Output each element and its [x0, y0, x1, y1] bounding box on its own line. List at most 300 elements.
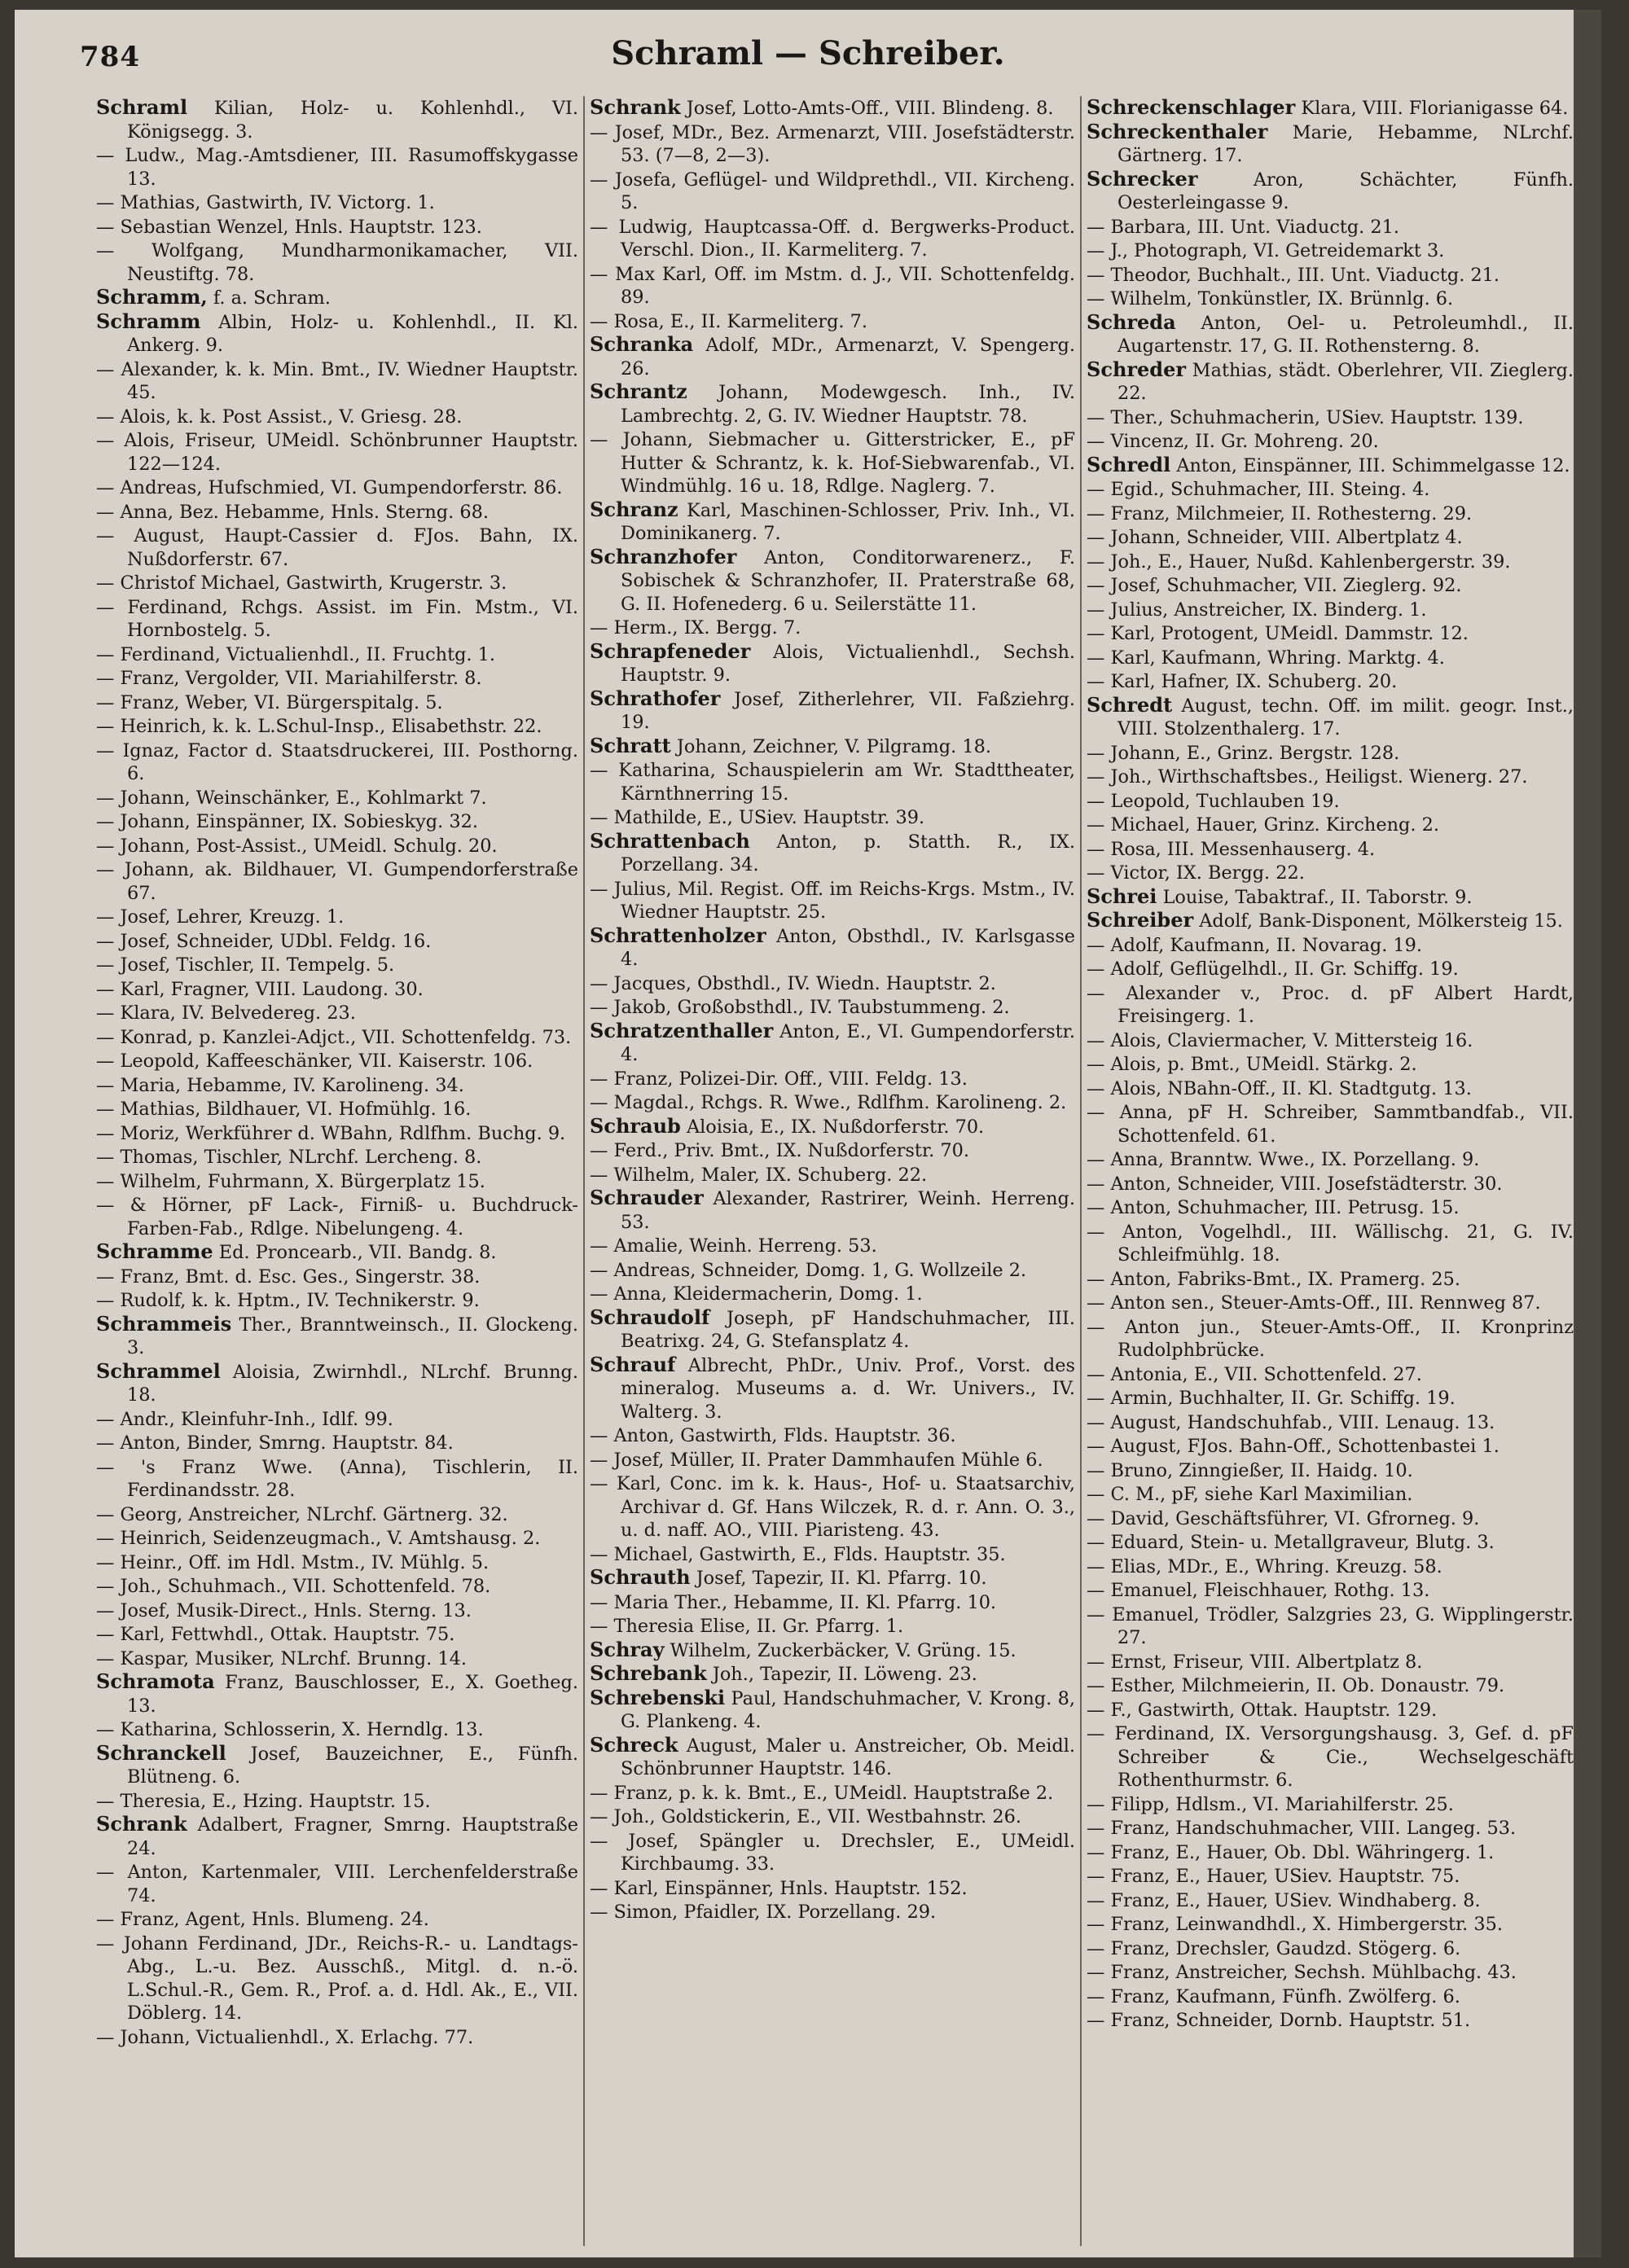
entry-details: — Leopold, Tuchlauben 19.: [1087, 790, 1340, 812]
entry-surname: Schreck: [590, 1732, 678, 1757]
directory-entry: [1087, 933, 1574, 958]
directory-entry: [96, 310, 578, 358]
entry-details: — Wilhelm, Tonkünstler, IX. Brünnlg. 6.: [1087, 288, 1454, 309]
directory-entry: [590, 1734, 1075, 1781]
directory-entry: [590, 546, 1075, 616]
directory-entry: [1087, 1172, 1574, 1196]
directory-entry: [1087, 1410, 1574, 1435]
directory-entry: [1087, 1912, 1574, 1937]
entry-details: — Rosa, III. Messenhauserg. 4.: [1087, 838, 1376, 860]
directory-entry: [590, 1353, 1075, 1424]
directory-entry: [590, 1614, 1075, 1638]
entry-details: Adolf, MDr., Armenarzt, V. Spengerg. 26.: [621, 335, 1075, 379]
entry-details: — Johann, E., Grinz. Bergstr. 128.: [1087, 742, 1400, 764]
entry-details: — Ferdinand, Victualienhdl., II. Fruchtg. 1.: [96, 643, 496, 665]
entry-details: Aron, Schächter, Fünfh. Oesterleingasse 9.: [1117, 169, 1574, 213]
entry-details: — Karl, Hafner, IX. Schuberg. 20.: [1087, 671, 1398, 692]
entry-details: — Barbara, III. Unt. Viaductg. 21.: [1087, 216, 1400, 238]
directory-entry: [1087, 981, 1574, 1029]
entry-details: — Mathias, Gastwirth, IV. Victorg. 1.: [96, 192, 435, 213]
directory-entry: [1087, 1482, 1574, 1507]
directory-entry: [1087, 454, 1574, 478]
directory-entry: [1087, 263, 1574, 287]
directory-entry: [590, 1115, 1075, 1139]
directory-entry: [96, 1240, 578, 1265]
entry-details: — Michael, Gastwirth, E., Flds. Hauptstr. 35.: [590, 1543, 1006, 1565]
entry-details: — Karl, Fragner, VIII. Laudong. 30.: [96, 978, 424, 1000]
entry-details: — Ferdinand, IX. Versorgungshausg. 3, Gef. d. pF Schreiber & Cie., Wechselgeschäft Rothenthurmstr. 6.: [1087, 1723, 1574, 1791]
directory-entry: [96, 500, 578, 524]
entry-details: — Franz, E., Hauer, Ob. Dbl. Währingerg. 1.: [1087, 1841, 1495, 1863]
directory-entry: [590, 1234, 1075, 1258]
directory-entry: [96, 1599, 578, 1623]
entry-details: — Josef, Tischler, II. Tempelg. 5.: [96, 954, 395, 976]
entry-details: — Josef, MDr., Bez. Armenarzt, VIII. Josefstädterstr. 53. (7—8, 2—3).: [590, 121, 1075, 166]
directory-entry: [590, 309, 1075, 334]
entry-details: Adolf, Bank-Disponent, Mölkersteig 15.: [1199, 910, 1563, 932]
entry-details: — Katharina, Schauspielerin am Wr. Stadttheater, Kärnthnerring 15.: [590, 760, 1075, 805]
directory-entry: [96, 1526, 578, 1551]
directory-entry: [96, 1288, 578, 1313]
directory-entry: [590, 616, 1075, 640]
directory-entry: [1087, 2008, 1574, 2033]
entry-details: August, techn. Off. im milit. geogr. Inst., VIII. Stolzenthalerg. 17.: [1117, 695, 1574, 739]
directory-entry: [1087, 621, 1574, 646]
directory-entry: [590, 168, 1075, 215]
entry-details: — Karl, Kaufmann, Whring. Marktg. 4.: [1087, 647, 1445, 669]
entry-details: — Andr., Kleinfuhr-Inh., Idlf. 99.: [96, 1408, 393, 1430]
directory-entry: [1087, 837, 1574, 862]
directory-entry: [590, 972, 1075, 996]
entry-details: — Johann, Weinschänker, E., Kohlmarkt 7.: [96, 787, 487, 809]
entry-surname: Schredl: [1087, 452, 1171, 476]
entry-details: Anton, Einspänner, III. Schimmelgasse 12.: [1176, 454, 1570, 476]
entry-details: Alexander, Rastrirer, Weinh. Herreng. 53.: [621, 1188, 1075, 1233]
entry-details: — Anton jun., Steuer-Amts-Off., II. Kronprinz Rudolphbrücke.: [1087, 1316, 1574, 1361]
column-3: [1087, 96, 1574, 2246]
directory-entry: [1087, 1052, 1574, 1077]
directory-entry: [1087, 741, 1574, 766]
directory-entry: [1087, 885, 1574, 910]
entry-details: — Joh., Goldstickerin, E., VII. Westbahnstr. 26.: [590, 1806, 1021, 1827]
entry-details: — Alexander v., Proc. d. pF Albert Hardt, Freisingerg. 1.: [1087, 982, 1574, 1027]
directory-entry: [1087, 1555, 1574, 1579]
directory-entry: [96, 1907, 578, 1932]
directory-entry: [1087, 1698, 1574, 1722]
entry-details: — August, FJos. Bahn-Off., Schottenbastei 1.: [1087, 1436, 1499, 1457]
entry-details: Joh., Tapezir, II. Löweng. 23.: [712, 1664, 977, 1685]
entry-details: — Egid., Schuhmacher, III. Steing. 4.: [1087, 479, 1430, 500]
directory-entry: [1087, 311, 1574, 358]
entry-details: — Josef, Spängler u. Drechsler, E., UMeidl. Kirchbaumg. 33.: [590, 1830, 1075, 1875]
directory-entry: [96, 834, 578, 858]
entry-details: — Anna, Branntw. Wwe., IX. Porzellang. 9.: [1087, 1149, 1480, 1170]
directory-entry: [1087, 525, 1574, 550]
entry-surname: Schratt: [590, 733, 671, 757]
entry-details: — Jacques, Obsthdl., IV. Wiedn. Hauptstr. 2.: [590, 972, 996, 994]
entry-surname: Schranka: [590, 332, 694, 356]
entry-details: — Johann, Siebmacher u. Gitterstricker, E., pF Hutter & Schrantz, k. k. Hof-Siebwarenfab., VI. Windmühlg. 16 u. 18, Rdlge. Naglerg. 7.: [590, 429, 1075, 497]
directory-entry: [1087, 765, 1574, 789]
entry-details: — Johann Ferdinand, JDr., Reichs-R.- u. Landtags-Abg., L.-u. Bez. Ausschß., Mitgl. d. n.-ö. L.Schul.-R., Gem. R., Prof. a. d. Hdl. Ak., E., VII. Döblerg. 14.: [96, 1932, 578, 2024]
entry-details: — Anna, Bez. Hebamme, Hnls. Sterng. 68.: [96, 501, 489, 523]
entry-details: — Ther., Schuhmacherin, USiev. Hauptstr. 139.: [1087, 406, 1524, 428]
entry-details: Louise, Tabaktraf., II. Taborstr. 9.: [1162, 886, 1473, 908]
directory-entry: [96, 977, 578, 1002]
directory-entry: [96, 1551, 578, 1575]
entry-details: — Alois, NBahn-Off., II. Kl. Stadtgutg. 13.: [1087, 1077, 1472, 1099]
directory-entry: [96, 1932, 578, 2025]
directory-entry: [590, 805, 1075, 830]
directory-entry: [1087, 646, 1574, 670]
directory-entry: [1087, 1722, 1574, 1792]
entry-surname: Schrammel: [96, 1358, 221, 1383]
directory-entry: [1087, 909, 1574, 933]
directory-entry: [1087, 1792, 1574, 1817]
entry-details: — Armin, Buchhalter, II. Gr. Schiffg. 19.: [1087, 1388, 1456, 1409]
entry-details: — Max Karl, Off. im Mstm. d. J., VII. Schottenfeldg. 89.: [590, 263, 1075, 308]
entry-details: — Mathilde, E., USiev. Hauptstr. 39.: [590, 807, 925, 828]
directory-entry: [590, 640, 1075, 687]
directory-entry: [1087, 1029, 1574, 1053]
entry-details: — Alois, Claviermacher, V. Mittersteig 16.: [1087, 1029, 1473, 1051]
entry-details: — Rudolf, k. k. Hptm., IV. Technikerstr. 9.: [96, 1290, 480, 1311]
entry-details: Ther., Branntweinsch., II. Glockeng. 3.: [127, 1314, 578, 1358]
entry-surname: Schrecker: [1087, 166, 1198, 191]
entry-details: — Johann, Victualienhdl., X. Erlachg. 77.: [96, 2026, 474, 2048]
entry-details: — Andreas, Schneider, Domg. 1, G. Wollzeile 2.: [590, 1259, 1027, 1281]
entry-details: — Josef, Schneider, UDbl. Feldg. 16.: [96, 930, 432, 952]
entry-details: — Heinrich, Seidenzeugmach., V. Amtshausg. 2.: [96, 1528, 541, 1549]
entry-surname: Schrauth: [590, 1565, 691, 1589]
directory-entry: [1087, 669, 1574, 694]
directory-entry: [590, 995, 1075, 1020]
entry-details: Albrecht, PhDr., Univ. Prof., Vorst. des mineralog. Museums a. d. Wr. Univers., IV. Walterg. 3.: [621, 1354, 1075, 1423]
entry-details: f. a. Schram.: [213, 287, 331, 309]
directory-entry: [1087, 1603, 1574, 1650]
entry-surname: Schray: [590, 1637, 665, 1661]
directory-entry: [1087, 957, 1574, 981]
directory-entry: [590, 1829, 1075, 1876]
directory-entry: [1087, 1960, 1574, 1985]
entry-details: — Theodor, Buchhalt., III. Unt. Viaductg. 21.: [1087, 264, 1500, 286]
entry-details: Karl, Maschinen-Schlosser, Priv. Inh., VI. Dominikanerg. 7.: [621, 499, 1075, 544]
directory-entry: [96, 858, 578, 905]
entry-details: — August, Haupt-Cassier d. FJos. Bahn, IX. Nußdorferstr. 67.: [96, 525, 578, 570]
entry-details: Anton, Conditorwarenerz., F. Sobischek & Schranzhofer, II. Praterstraße 68, G. II. Hofenederg. 6 u. Seilerstätte 11.: [621, 546, 1075, 615]
entry-details: — Josef, Müller, II. Prater Dammhaufen Mühle 6.: [590, 1449, 1043, 1471]
directory-entry: [590, 333, 1075, 380]
entry-details: — Josef, Schuhmacher, VII. Zieglerg. 92.: [1087, 575, 1462, 596]
entry-details: Ed. Proncearb., VII. Bandg. 8.: [218, 1242, 497, 1263]
entry-details: — Ludwig, Hauptcassa-Off. d. Bergwerks-Product. Verschl. Dion., II. Karmeliterg. 7.: [590, 216, 1075, 261]
entry-details: — Sebastian Wenzel, Hnls. Hauptstr. 123.: [96, 216, 482, 238]
entry-details: — Maria Ther., Hebamme, II. Kl. Pfarrg. 10.: [590, 1591, 997, 1613]
directory-entry: [96, 953, 578, 977]
entry-details: — Georg, Anstreicher, NLrchf. Gärtnerg. 32.: [96, 1503, 508, 1525]
directory-entry: [590, 735, 1075, 759]
directory-entry: [96, 1502, 578, 1527]
entry-surname: Schranckell: [96, 1740, 226, 1765]
entry-details: Anton, Obsthdl., IV. Karlsgasse 4.: [621, 925, 1075, 970]
directory-entry: [1087, 694, 1574, 741]
directory-entry: [96, 1622, 578, 1647]
directory-entry: [590, 96, 1075, 121]
directory-entry: [1087, 1077, 1574, 1101]
directory-entry: [1087, 1840, 1574, 1865]
entry-details: Franz, Bauschlosser, E., X. Goetheg. 13.: [127, 1672, 578, 1717]
directory-entry: [1087, 1674, 1574, 1698]
column-divider: [1080, 96, 1082, 2246]
directory-entry: [96, 739, 578, 786]
entry-surname: Schranz: [590, 497, 678, 521]
entry-details: — Esther, Milchmeierin, II. Ob. Donaustr. 79.: [1087, 1675, 1505, 1696]
entry-details: — Eduard, Stein- u. Metallgraveur, Blutg. 3.: [1087, 1532, 1495, 1553]
entry-details: — Mathias, Bildhauer, VI. Hofmühlg. 16.: [96, 1099, 472, 1120]
entry-details: — Karl, Fettwhdl., Ottak. Hauptstr. 75.: [96, 1624, 455, 1645]
directory-entry: [96, 428, 578, 476]
entry-details: Paul, Handschuhmacher, V. Krong. 8, G. Plankeng. 4.: [621, 1687, 1075, 1732]
directory-entry: [590, 1590, 1075, 1615]
directory-entry: [96, 405, 578, 429]
entry-details: Marie, Hebamme, NLrchf. Gärtnerg. 17.: [1117, 121, 1574, 166]
directory-entry: [96, 143, 578, 191]
entry-details: — Anton sen., Steuer-Amts-Off., III. Rennweg 87.: [1087, 1292, 1541, 1314]
directory-entry: [96, 1789, 578, 1814]
entry-details: Anton, Oel- u. Petroleumhdl., II. Augartenstr. 17, G. II. Rothensterng. 8.: [1117, 312, 1574, 357]
entry-details: — Joh., E., Hauer, Nußd. Kahlenbergerstr. 39.: [1087, 551, 1511, 572]
directory-entry: [96, 691, 578, 715]
directory-entry: [590, 1638, 1075, 1663]
directory-entry: [1087, 1864, 1574, 1889]
entry-details: — Rosa, E., II. Karmeliterg. 7.: [590, 310, 868, 332]
entry-details: Johann, Zeichner, V. Pilgramg. 18.: [676, 735, 991, 757]
directory-entry: [1087, 1889, 1574, 1913]
book-spine-shadow: [1574, 10, 1601, 2257]
entry-details: — Anna, Kleidermacherin, Domg. 1.: [590, 1283, 923, 1305]
entry-details: — Ernst, Friseur, VIII. Albertplatz 8.: [1087, 1651, 1423, 1673]
directory-entry: [590, 1781, 1075, 1805]
directory-entry: [590, 262, 1075, 309]
directory-entry: [1087, 239, 1574, 263]
entry-details: — Anton, Fabriks-Bmt., IX. Pramerg. 25.: [1087, 1268, 1460, 1290]
directory-entry: [590, 1687, 1075, 1734]
entry-surname: Schrebenski: [590, 1685, 726, 1709]
entry-details: — Victor, IX. Bergg. 22.: [1087, 862, 1305, 884]
entry-surname: Schramm: [96, 309, 201, 333]
entry-details: — Ludw., Mag.-Amtsdiener, III. Rasumoffskygasse 13.: [96, 145, 578, 190]
entry-details: Kilian, Holz- u. Kohlenhdl., VI. Königsegg. 3.: [127, 98, 578, 143]
directory-entry: [96, 2025, 578, 2050]
entry-details: — Adolf, Kaufmann, II. Novarag. 19.: [1087, 934, 1423, 956]
entry-details: — Joh., Schuhmach., VII. Schottenfeld. 78.: [96, 1576, 491, 1597]
entry-surname: Schraml: [96, 96, 188, 119]
directory-entry: [1087, 598, 1574, 622]
directory-entry: [590, 1542, 1075, 1567]
entry-details: — Emanuel, Trödler, Salzgries 23, G. Wipplingerstr. 27.: [1087, 1603, 1574, 1648]
entry-details: — Anton, Kartenmaler, VIII. Lerchenfelderstraße 74.: [96, 1862, 578, 1906]
directory-entry: [96, 215, 578, 239]
directory-entry: [590, 380, 1075, 428]
entry-details: Johann, Modewgesch. Inh., IV. Lambrechtg. 2, G. IV. Wiedner Hauptstr. 78.: [621, 382, 1075, 427]
entry-details: — Maria, Hebamme, IV. Karolineng. 34.: [96, 1074, 464, 1096]
entry-details: — Ferd., Priv. Bmt., IX. Nußdorferstr. 70.: [590, 1140, 969, 1161]
directory-entry: [96, 1717, 578, 1742]
directory-entry: [1087, 1434, 1574, 1459]
entry-surname: Schrebank: [590, 1661, 707, 1685]
directory-entry: [1087, 1937, 1574, 1961]
directory-entry: [590, 687, 1075, 735]
directory-entry: [96, 1813, 578, 1860]
entry-surname: Schratzenthaller: [590, 1018, 774, 1042]
directory-entry: [96, 239, 578, 286]
directory-entry: [96, 96, 578, 143]
entry-details: Wilhelm, Zuckerbäcker, V. Grüng. 15.: [670, 1639, 1016, 1661]
directory-entry: [590, 1662, 1075, 1687]
entry-details: — Franz, Agent, Hnls. Blumeng. 24.: [96, 1909, 429, 1930]
directory-entry: [1087, 573, 1574, 598]
directory-entry: [96, 786, 578, 810]
entry-surname: Schrattenbach: [590, 828, 750, 853]
directory-entry: [96, 1025, 578, 1050]
directory-entry: [1087, 1291, 1574, 1315]
entry-details: — Karl, Protogent, UMeidl. Dammstr. 12.: [1087, 623, 1469, 644]
directory-entry: [96, 809, 578, 834]
directory-entry: [96, 1574, 578, 1599]
directory-entry: [590, 428, 1075, 498]
entry-details: — Elias, MDr., E., Whring. Kreuzg. 58.: [1087, 1555, 1442, 1577]
directory-entry: [1087, 550, 1574, 574]
entry-details: — Konrad, p. Kanzlei-Adjct., VII. Schottenfeldg. 73.: [96, 1026, 572, 1048]
entry-details: — & Hörner, pF Lack-, Firniß- u. Buchdruck-Farben-Fab., Rdlge. Nibelungeng. 4.: [96, 1195, 578, 1239]
entry-details: Josef, Lotto-Amts-Off., VIII. Blindeng. 8.: [686, 98, 1054, 119]
entry-details: — F., Gastwirth, Ottak. Hauptstr. 129.: [1087, 1699, 1438, 1721]
entry-details: — Josef, Lehrer, Kreuzg. 1.: [96, 906, 345, 928]
directory-entry: [1087, 1650, 1574, 1674]
entry-details: — Leopold, Kaffeeschänker, VII. Kaiserstr. 106.: [96, 1051, 533, 1072]
directory-entry: [590, 1448, 1075, 1472]
entry-details: — Franz, Kaufmann, Fünfh. Zwölferg. 6.: [1087, 1985, 1460, 2007]
directory-entry: [1087, 287, 1574, 311]
directory-entry: [96, 905, 578, 929]
directory-entry: [96, 666, 578, 691]
directory-entry: [590, 1472, 1075, 1542]
entry-details: — Simon, Pfaidler, IX. Porzellang. 29.: [590, 1902, 937, 1923]
entry-details: — Anton, Gastwirth, Flds. Hauptstr. 36.: [590, 1425, 956, 1446]
entry-surname: Schrauf: [590, 1352, 676, 1376]
directory-entry: [590, 1187, 1075, 1234]
directory-entry: [96, 358, 578, 405]
entry-surname: Schrammeis: [96, 1311, 232, 1336]
entry-details: — Theresia Elise, II. Gr. Pfarrg. 1.: [590, 1616, 904, 1637]
directory-entry: [590, 1067, 1075, 1091]
directory-entry: [96, 1742, 578, 1789]
directory-entry: [590, 215, 1075, 262]
entry-details: — Bruno, Zinngießer, II. Haidg. 10.: [1087, 1459, 1413, 1481]
directory-entry: [96, 1121, 578, 1146]
page-header: Schraml — Schreiber.: [611, 34, 1005, 72]
entry-details: — Emanuel, Fleischhauer, Rothg. 13.: [1087, 1580, 1430, 1601]
directory-entry: [1087, 789, 1574, 814]
directory-entry: [1087, 406, 1574, 430]
entry-details: — Adolf, Geflügelhdl., II. Gr. Schiffg. 19.: [1087, 959, 1459, 980]
directory-entry: [1087, 1985, 1574, 2009]
directory-entry: [1087, 502, 1574, 526]
entry-details: — Kaspar, Musiker, NLrchf. Brunng. 14.: [96, 1647, 467, 1669]
entry-details: — Wilhelm, Fuhrmann, X. Bürgerplatz 15.: [96, 1170, 485, 1192]
directory-entry: [590, 877, 1075, 924]
entry-surname: Schreckenthaler: [1087, 119, 1268, 143]
directory-entry: [96, 1097, 578, 1121]
directory-entry: [1087, 1220, 1574, 1267]
entry-details: — Ferdinand, Rchgs. Assist. im Fin. Mstm., VI. Hornbostelg. 5.: [96, 596, 578, 641]
entry-details: — David, Geschäftsführer, VI. Gfrorneg. 9.: [1087, 1507, 1480, 1529]
directory-entry: [96, 595, 578, 643]
entry-details: — Josefa, Geflügel- und Wildprethdl., VII. Kircheng. 5.: [590, 169, 1075, 213]
entry-details: — Jakob, Großobsthdl., IV. Taubstummeng. 2.: [590, 997, 1010, 1018]
entry-surname: Schrathofer: [590, 686, 721, 710]
entry-details: — Franz, Bmt. d. Esc. Ges., Singerstr. 38.: [96, 1266, 481, 1288]
entry-details: — Franz, Handschuhmacher, VIII. Langeg. 53.: [1087, 1818, 1517, 1839]
entry-details: Josef, Bauzeichner, E., Fünfh. Blütneng. 6.: [127, 1743, 578, 1788]
directory-entry: [96, 929, 578, 954]
entry-details: — Anton, Binder, Smrng. Hauptstr. 84.: [96, 1432, 454, 1454]
directory-entry: [590, 1805, 1075, 1829]
entry-details: — Wolfgang, Mundharmonikamacher, VII. Neustiftg. 78.: [96, 240, 578, 285]
directory-entry: [96, 571, 578, 595]
directory-entry: [1087, 1100, 1574, 1147]
entry-details: — Johann, Post-Assist., UMeidl. Schulg. 20.: [96, 835, 498, 857]
entry-surname: Schramme: [96, 1239, 213, 1263]
directory-page: [15, 10, 1601, 2257]
entry-surname: Schreckenschlager: [1087, 96, 1296, 119]
entry-details: — Klara, IV. Belvedereg. 23.: [96, 1002, 356, 1024]
entry-details: — Michael, Hauer, Grinz. Kircheng. 2.: [1087, 814, 1439, 836]
directory-entry: [590, 1138, 1075, 1163]
directory-entry: [1087, 1530, 1574, 1555]
entry-details: — Franz, Leinwandhdl., X. Himbergerstr. 35.: [1087, 1914, 1504, 1935]
entry-details: Aloisia, E., IX. Nußdorferstr. 70.: [686, 1116, 985, 1138]
entry-details: Aloisia, Zwirnhdl., NLrchf. Brunng. 18.: [127, 1361, 578, 1406]
entry-surname: Schraudolf: [590, 1305, 710, 1329]
entry-surname: Schramm,: [96, 285, 208, 309]
column-divider: [583, 96, 585, 2246]
directory-entry: [590, 1258, 1075, 1283]
entry-details: — Alois, p. Bmt., UMeidl. Stärkg. 2.: [1087, 1054, 1417, 1075]
entry-details: — Joh., Wirthschaftsbes., Heiligst. Wienerg. 27.: [1087, 766, 1528, 787]
entry-details: — Thomas, Tischler, NLrchf. Lercheng. 8.: [96, 1147, 482, 1168]
directory-entry: [96, 1431, 578, 1455]
entry-details: Adalbert, Fragner, Smrng. Hauptstraße 24.: [127, 1814, 578, 1859]
directory-entry: [590, 1020, 1075, 1067]
entry-details: Klara, VIII. Florianigasse 64.: [1301, 98, 1569, 119]
directory-entry: [1087, 1816, 1574, 1840]
directory-entry: [96, 191, 578, 215]
entry-surname: Schreder: [1087, 357, 1187, 381]
entry-surname: Schreiber: [1087, 908, 1194, 932]
entry-details: — Wilhelm, Maler, IX. Schuberg. 22.: [590, 1164, 928, 1186]
entry-details: — Johann, Schneider, VIII. Albertplatz 4.: [1087, 527, 1463, 548]
entry-surname: Schramota: [96, 1669, 215, 1693]
entry-details: Alois, Victualienhdl., Sechsh. Hauptstr. 9.: [621, 641, 1075, 686]
directory-entry: [96, 1670, 578, 1717]
entry-details: — Franz, Polizei-Dir. Off., VIII. Feldg. 13.: [590, 1068, 968, 1090]
directory-entry: [96, 1407, 578, 1432]
entry-details: Josef, Zitherlehrer, VII. Faßziehrg. 19.: [621, 688, 1075, 733]
directory-entry: [1087, 215, 1574, 239]
directory-entry: [1087, 96, 1574, 121]
directory-entry: [96, 1360, 578, 1407]
